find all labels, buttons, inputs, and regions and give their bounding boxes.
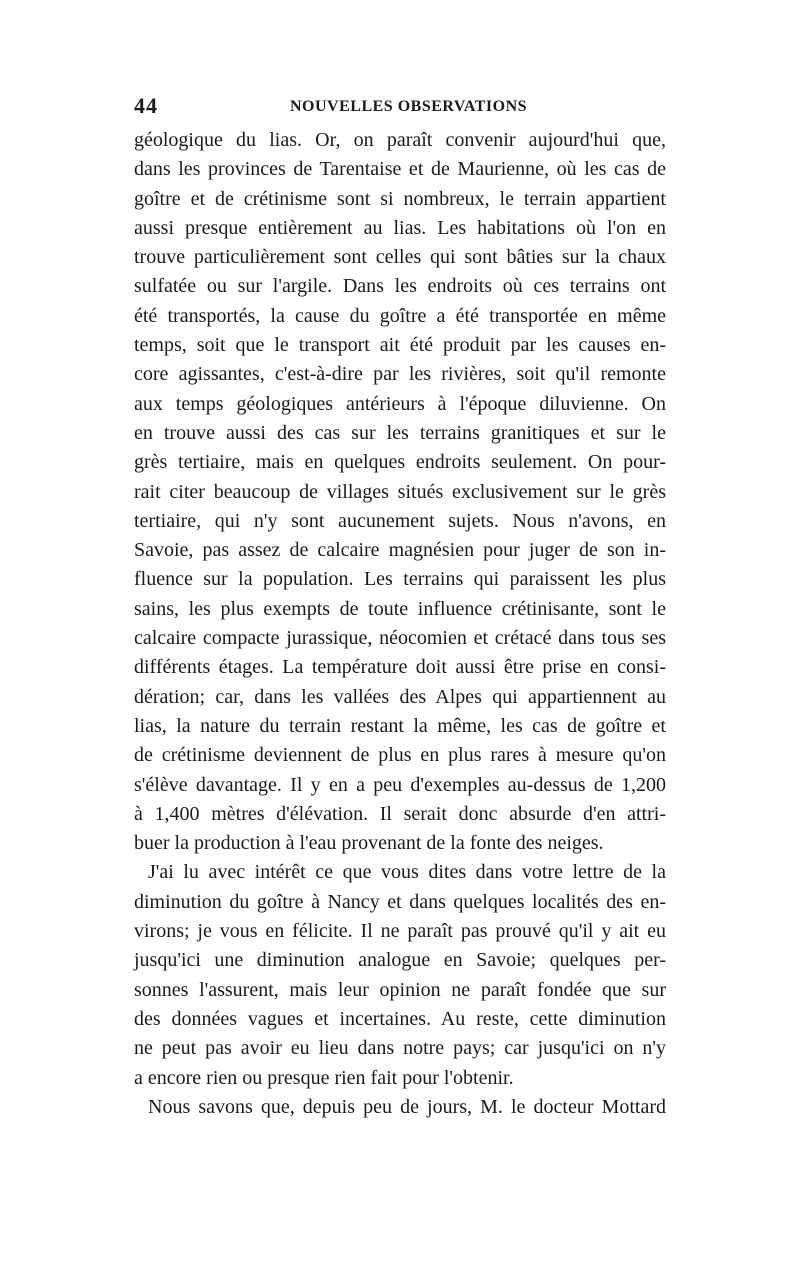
text-line: de crétinisme deviennent de plus en plus rares à mesure qu'on [134, 744, 666, 767]
text-line: sonnes l'assurent, mais leur opinion ne paraît fondée que sur [134, 978, 666, 1001]
text-line: aux temps géologiques antérieurs à l'époque diluvienne. On [134, 392, 666, 415]
text-line: core agissantes, c'est-à-dire par les rivières, soit qu'il remonte [134, 363, 666, 386]
text-line: différents étages. La température doit aussi être prise en consi- [134, 656, 666, 679]
text-line: géologique du lias. Or, on paraît convenir aujourd'hui que, [134, 129, 666, 151]
text-line: temps, soit que le transport ait été produit par les causes en- [134, 334, 666, 357]
text-line: dans les provinces de Tarentaise et de Maurienne, où les cas de [134, 158, 666, 181]
text-line: buer la production à l'eau provenant de la fonte des neiges. [134, 832, 604, 855]
text-line: diminution du goître à Nancy et dans quelques localités des en- [134, 890, 666, 913]
text-line: fluence sur la population. Les terrains qui paraissent les plus [134, 568, 666, 591]
text-line: grès tertiaire, mais en quelques endroits seulement. On pour- [134, 451, 666, 474]
text-line: virons; je vous en félicite. Il ne paraît pas prouvé qu'il y ait eu [134, 920, 666, 943]
text-line: ne peut pas avoir eu lieu dans notre pays; car jusqu'ici on n'y [134, 1037, 666, 1060]
text-line: J'ai lu avec intérêt ce que vous dites dans votre lettre de la [148, 861, 666, 884]
text-line: s'élève davantage. Il y en a peu d'exemples au-dessus de 1,200 [134, 773, 666, 796]
text-line: sains, les plus exempts de toute influence crétinisante, sont le [134, 597, 666, 620]
text-line: des données vagues et incertaines. Au reste, cette diminution [134, 1007, 666, 1030]
text-line: dération; car, dans les vallées des Alpes qui appartiennent au [134, 685, 666, 708]
text-line: calcaire compacte jurassique, néocomien et crétacé dans tous ses [134, 627, 666, 650]
text-line: aussi presque entièrement au lias. Les habitations où l'on en [134, 216, 666, 239]
text-line: trouve particulièrement sont celles qui sont bâties sur la chaux [134, 246, 666, 269]
page-number: 44 [134, 93, 158, 118]
text-line: lias, la nature du terrain restant la même, les cas de goître et [134, 714, 666, 737]
text-line: à 1,400 mètres d'élévation. Il serait donc absurde d'en attri- [134, 802, 666, 825]
text-line: tertiaire, qui n'y sont aucunement sujets. Nous n'avons, en [134, 509, 666, 532]
text-line: rait citer beaucoup de villages situés exclusivement sur le grès [134, 480, 666, 503]
text-line: été transportés, la cause du goître a été transportée en même [134, 304, 666, 327]
page-header [134, 92, 666, 120]
running-head: NOUVELLES OBSERVATIONS [290, 98, 528, 115]
text-line: Nous savons que, depuis peu de jours, M. le docteur Mottard [148, 1095, 666, 1118]
text-line: goître et de crétinisme sont si nombreux, le terrain appartient [134, 187, 666, 210]
text-line: en trouve aussi des cas sur les terrains granitiques et sur le [134, 421, 666, 444]
text-line: a encore rien ou presque rien fait pour l'obtenir. [134, 1066, 514, 1089]
body-text [134, 126, 666, 1122]
text-line: Savoie, pas assez de calcaire magnésien pour juger de son in- [134, 539, 666, 562]
text-line: sulfatée ou sur l'argile. Dans les endroits où ces terrains ont [134, 275, 666, 298]
text-line: jusqu'ici une diminution analogue en Savoie; quelques per- [134, 949, 666, 972]
